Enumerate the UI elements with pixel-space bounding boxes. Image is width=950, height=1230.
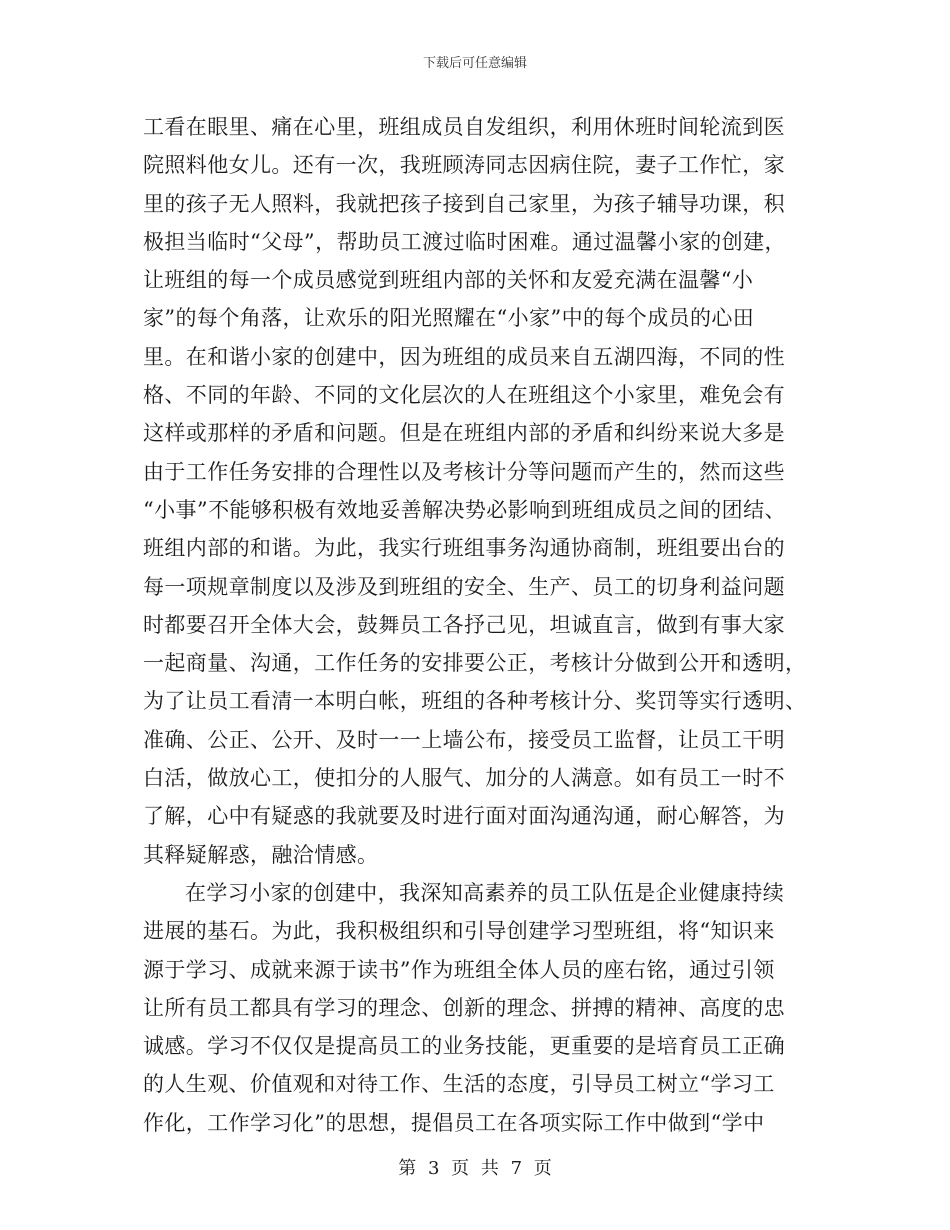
text-line: 由于工作任务安排的合理性以及考核计分等问题而产生的，然而这些: [143, 459, 785, 484]
text-line: 极担当临时“父母”，帮助员工渡过临时困难。通过温馨小家的创建，: [143, 229, 786, 254]
text-line: 这样或那样的矛盾和问题。但是在班组内部的矛盾和纠纷来说大多是: [143, 421, 785, 446]
document-body: [143, 108, 813, 1142]
text-line: 每一项规章制度以及涉及到班组的安全、生产、员工的切身利益问题: [143, 574, 785, 599]
text-line: 其释疑解惑，融洽情感。: [143, 842, 379, 867]
text-line: 让班组的每一个成员感觉到班组内部的关怀和友爱充满在温馨“小: [143, 268, 754, 293]
text-line: 为了让员工看清一本明白帐，班组的各种考核计分、奖罚等实行透明、: [143, 689, 807, 714]
text-line: 院照料他女儿。还有一次，我班顾涛同志因病住院，妻子工作忙，家: [143, 153, 785, 178]
text-line: 一起商量、沟通，工作任务的安排要公正，考核计分做到公开和透明，: [143, 651, 807, 676]
paragraph-first-line: 在学习小家的创建中，我深知高素养的员工队伍是企业健康持续: [185, 880, 785, 905]
text-line: 白活，做放心工，使扣分的人服气、加分的人满意。如有员工一时不: [143, 766, 785, 791]
text-line: 格、不同的年龄、不同的文化层次的人在班组这个小家里，难免会有: [143, 383, 785, 408]
text-line: 源于学习、成就来源于读书”作为班组全体人员的座右铭，通过引领: [143, 957, 775, 982]
text-line: 工看在眼里、痛在心里，班组成员自发组织，利用休班时间轮流到医: [143, 115, 785, 139]
text-line: 家”的每个角落，让欢乐的阳光照耀在“小家”中的每个成员的心田: [143, 306, 755, 331]
page-footer: 第 3 页 共 7 页: [398, 1158, 552, 1179]
text-line: 的人生观、价值观和对待工作、生活的态度，引导员工树立“学习工: [143, 1072, 775, 1097]
text-line: 准确、公正、公开、及时一一上墙公布，接受员工监督，让员工干明: [143, 727, 785, 752]
text-line: 了解，心中有疑惑的我就要及时进行面对面沟通沟通，耐心解答，为: [143, 804, 785, 829]
text-line: 进展的基石。为此，我积极组织和引导创建学习型班组，将“知识来: [143, 919, 775, 944]
text-line: 诚感。学习不仅仅是提高员工的业务技能，更重要的是培育员工正确: [143, 1034, 785, 1059]
text-line: 让所有员工都具有学习的理念、创新的理念、拼搏的精神、高度的忠: [143, 995, 785, 1020]
page-header: 下载后可任意编辑: [422, 56, 527, 71]
text-line: 班组内部的和谐。为此，我实行班组事务沟通协商制，班组要出台的: [143, 536, 785, 561]
text-line: 作化，工作学习化”的思想，提倡员工在各项实际工作中做到“学中: [143, 1110, 765, 1135]
text-line: 里。在和谐小家的创建中，因为班组的成员来自五湖四海，不同的性: [143, 344, 785, 369]
text-line: “小事”不能够积极有效地妥善解决势必影响到班组成员之间的团结、: [143, 497, 786, 522]
text-line: 时都要召开全体大会，鼓舞员工各抒己见，坦诚直言，做到有事大家: [143, 612, 785, 637]
text-line: 里的孩子无人照料，我就把孩子接到自己家里，为孩子辅导功课，积: [143, 191, 785, 216]
